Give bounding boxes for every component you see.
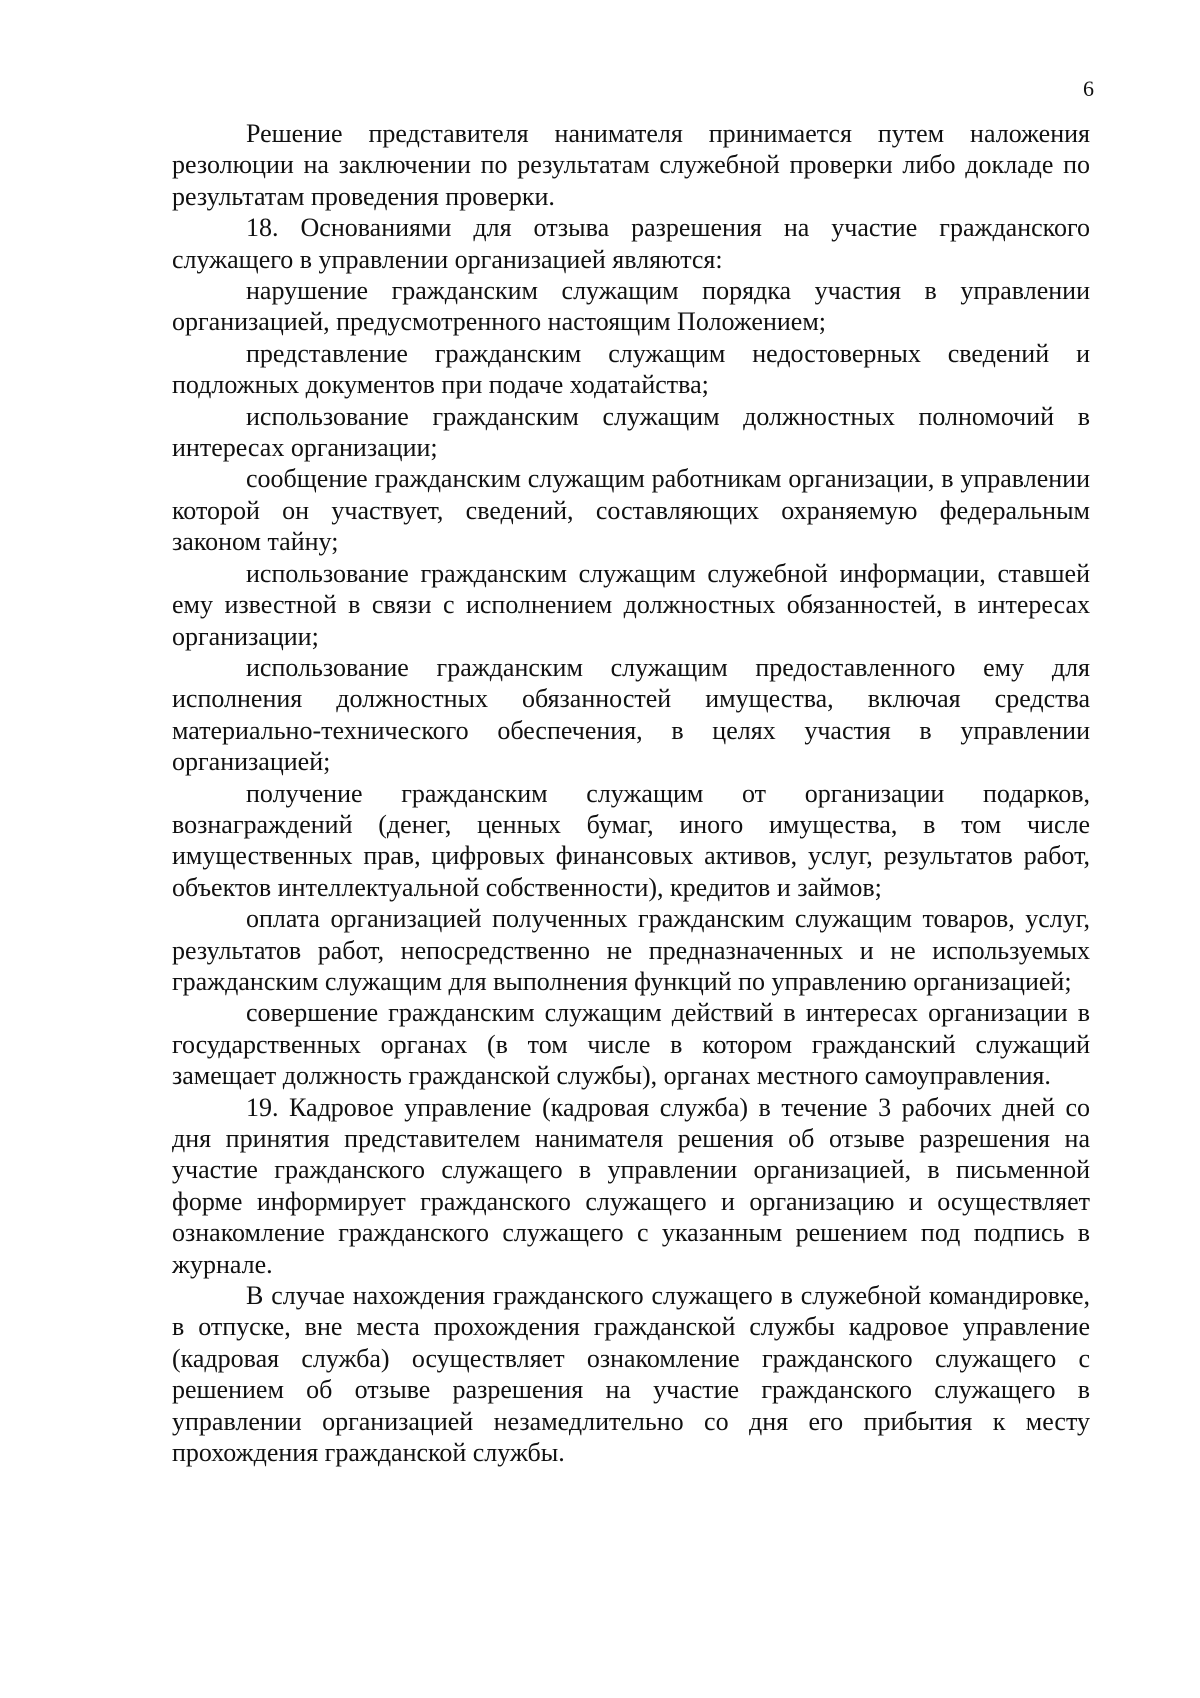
ground-receipt-of-gifts: получение гражданским служащим от организации подарков, вознаграждений (денег, ценных бумаг, иного имущества, в том числе имущественных прав, цифровых финансовых активов, услуг, результатов работ, объектов интеллектуальной собственности), кредитов и займов; [172,778,1090,902]
document-body [172,118,1090,1468]
ground-payment-by-organization: оплата организацией полученных гражданским служащим товаров, услуг, результатов работ, непосредственно не предназначенных и не используемых гражданским служащим для выполнения функций по управлению организацией; [172,904,1090,996]
paragraph-absence-case: В случае нахождения гражданского служащего в служебной командировке, в отпуске, вне места прохождения гражданской службы кадровое управление (кадровая служба) осуществляет ознакомление гражданского служащего с решением об отзыве разрешения на участие гражданского служащего в управлении организацией незамедлительно со дня его прибытия к месту прохождения гражданской службы. [172,1281,1090,1468]
ground-disclosure-of-secret: сообщение гражданским служащим работникам организации, в управлении которой он участвует, сведений, составляющих охраняемую федеральным законом тайну; [172,464,1090,557]
ground-violation-of-procedure: нарушение гражданским служащим порядка участия в управлении организацией, предусмотренного настоящим Положением; [172,276,1090,337]
paragraph-decision: Решение представителя нанимателя принимается путем наложения резолюции на заключении по результатам служебной проверки либо докладе по результатам проведения проверки. [172,119,1090,211]
paragraph-19-notification: 19. Кадровое управление (кадровая служба) в течение 3 рабочих дней со дня принятия представителем нанимателя решения об отзыве разрешения на участие гражданского служащего в управлении организацией, в письменной форме информирует гражданского служащего и организацию и осуществляет ознакомление гражданского служащего с указанным решением под подпись в журнале. [172,1092,1090,1279]
ground-use-of-powers: использование гражданским служащим должностных полномочий в интересах организации; [172,401,1090,463]
ground-use-of-property: использование гражданским служащим предоставленного ему для исполнения должностных обязанностей имущества, включая средства материально-технического обеспечения, в целях участия в управлении организацией; [172,652,1090,777]
ground-false-information: представление гражданским служащим недостоверных сведений и подложных документов при подаче ходатайства; [172,338,1090,400]
ground-use-of-official-information: использование гражданским служащим служебной информации, ставшей ему известной в связи с исполнением должностных обязанностей, в интересах организации; [172,558,1090,651]
ground-actions-in-interest: совершение гражданским служащим действий в интересах организации в государственных органах (в том числе в котором гражданский служащий замещает должность гражданской службы), органах местного самоуправления. [172,998,1090,1091]
paragraph-18-grounds: 18. Основаниями для отзыва разрешения на участие гражданского служащего в управлении организацией являются: [172,213,1090,274]
page-number: 6 [1083,76,1094,101]
